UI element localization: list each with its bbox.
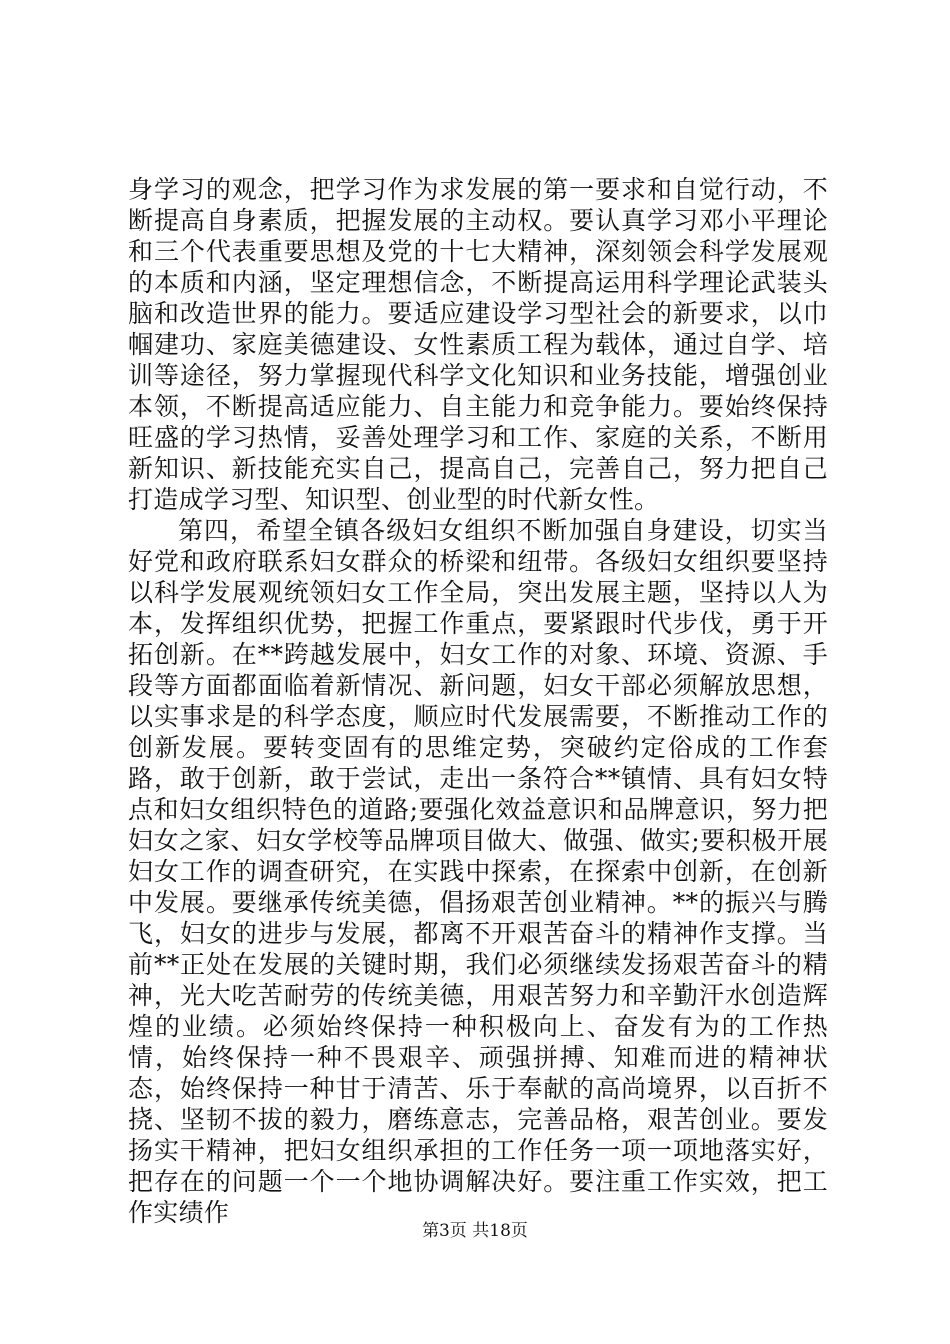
paragraph-1: 身学习的观念，把学习作为求发展的第一要求和自觉行动，不断提高自身素质，把握发展的主动权。要认真学习邓小平理论和三个代表重要思想及党的十七大精神，深刻领会科学发展观的本质和内涵，坚定理想信念，不断提高运用科学理论武装头脑和改造世界的能力。要适应建设学习型社会的新要求，以巾帼建功、家庭美德建设、女性素质工程为载体，通过自学、培训等途径，努力掌握现代科学文化知识和业务技能，增强创业本领，不断提高适应能力、自主能力和竞争能力。要始终保持旺盛的学习热情，妥善处理学习和工作、家庭的关系，不断用新知识、新技能充实自己，提高自己，完善自己，努力把自己打造成学习型、知识型、创业型的时代新女性。: [128, 175, 828, 514]
page-footer: 第3页 共18页: [422, 1221, 528, 1241]
body-text: [128, 174, 828, 1228]
paragraph-2: 第四，希望全镇各级妇女组织不断加强自身建设，切实当好党和政府联系妇女群众的桥梁和纽带。各级妇女组织要坚持以科学发展观统领妇女工作全局，突出发展主题，坚持以人为本，发挥组织优势，把握工作重点，要紧跟时代步伐，勇于开拓创新。在**跨越发展中，妇女工作的对象、环境、资源、手段等方面都面临着新情况、新问题，妇女干部必须解放思想，以实事求是的科学态度，顺应时代发展需要，不断推动工作的创新发展。要转变固有的思维定势，突破约定俗成的工作套路，敢于创新，敢于尝试，走出一条符合**镇情、具有妇女特点和妇女组织特色的道路;要强化效益意识和品牌意识，努力把妇女之家、妇女学校等品牌项目做大、做强、做实;要积极开展妇女工作的调查研究，在实践中探索，在探索中创新，在创新中发展。要继承传统美德，倡扬艰苦创业精神。**的振兴与腾飞，妇女的进步与发展，都离不开艰苦奋斗的精神作支撑。当前**正处在发展的关键时期，我们必须继续发扬艰苦奋斗的精神，光大吃苦耐劳的传统美德，用艰苦努力和辛勤汗水创造辉煌的业绩。必须始终保持一种积极向上、奋发有为的工作热情，始终保持一种不畏艰辛、顽强拼搏、知难而进的精神状态，始终保持一种甘于清苦、乐于奉献的高尚境界，以百折不挠、坚韧不拔的毅力，磨练意志，完善品格，艰苦创业。要发扬实干精神，把妇女组织承担的工作任务一项一项地落实好，把存在的问题一个一个地协调解决好。要注重工作实效，把工作实绩作: [128, 516, 828, 1227]
